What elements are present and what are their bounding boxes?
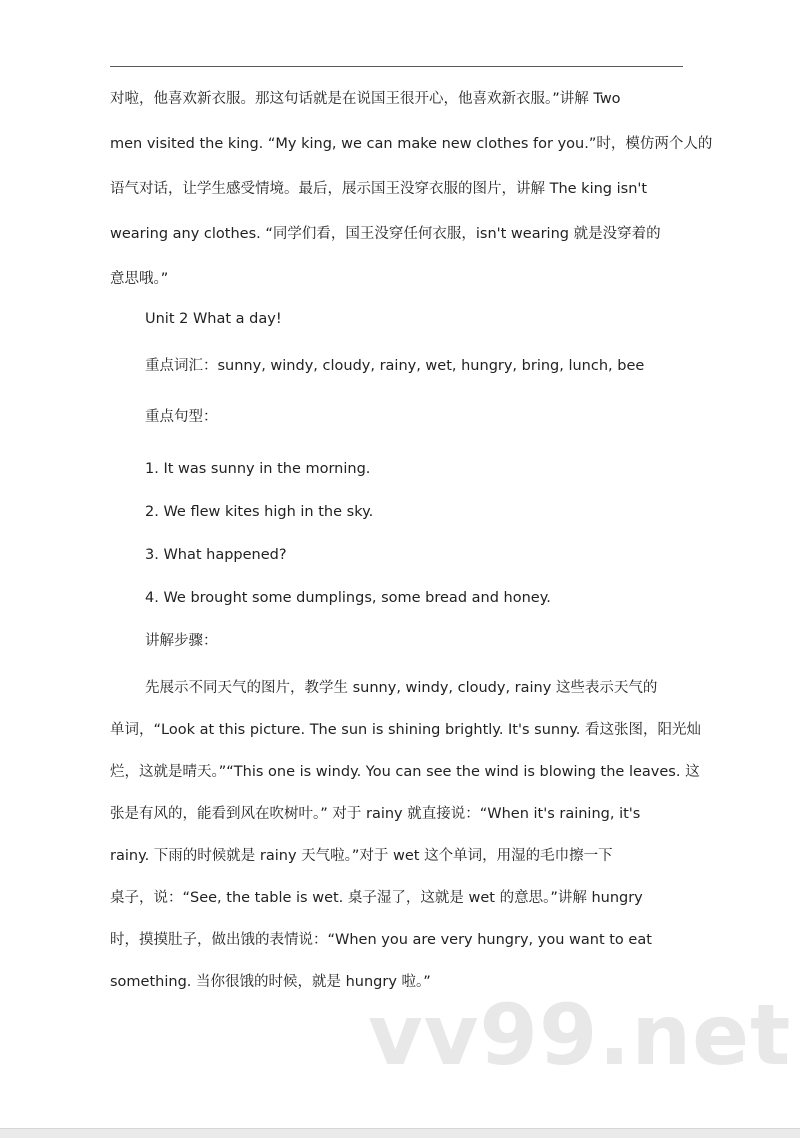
paragraph-story-explanation [110,77,713,301]
text-line: men visited the king. “My king, we can make new clothes for you.”时，模仿两个人的 [110,136,713,152]
header-rule [110,66,683,67]
steps-label: 讲解步骤： [145,633,218,649]
text-line: wearing any clothes. “同学们看，国王没穿任何衣服，isn't wearing 就是没穿着的 [110,226,661,242]
pattern-item: 2. We flew kites high in the sky. [145,504,374,520]
key-vocabulary: 重点词汇：sunny, windy, cloudy, rainy, wet, hungry, bring, lunch, bee [145,358,645,374]
text-line: 意思哦。” [110,271,169,287]
text-line: rainy. 下雨的时候就是 rainy 天气啦。”对于 wet 这个单词，用湿的毛巾擦一下 [110,848,613,864]
paragraph-weather-explanation [110,667,702,1003]
key-patterns-label: 重点句型： [145,409,218,425]
text-line: 桌子，说：“See, the table is wet. 桌子湿了，这就是 wet 的意思。”讲解 hungry [110,890,643,906]
pattern-item: 4. We brought some dumplings, some bread and honey. [145,590,551,606]
pattern-item: 3. What happened? [145,547,287,563]
pattern-item: 1. It was sunny in the morning. [145,461,371,477]
text-line: 语气对话，让学生感受情境。最后，展示国王没穿衣服的图片，讲解 The king isn't [110,181,648,197]
text-line: 张是有风的，能看到风在吹树叶。” 对于 rainy 就直接说：“When it's raining, it's [110,806,641,822]
text-line: 先展示不同天气的图片，教学生 sunny, windy, cloudy, rainy 这些表示天气的 [145,680,658,696]
unit-title: Unit 2 What a day! [145,311,282,327]
text-line: 时，摸摸肚子，做出饿的表情说：“When you are very hungry, you want to eat [110,932,652,948]
text-line: 烂，这就是晴天。”“This one is windy. You can see the wind is blowing the leaves. 这 [110,764,700,780]
text-line: something. 当你很饿的时候，就是 hungry 啦。” [110,974,431,990]
text-line: 对啦，他喜欢新衣服。那这句话就是在说国王很开心，他喜欢新衣服。”讲解 Two [110,91,621,107]
watermark: vv99.net [368,986,792,1084]
text-line: 单词，“Look at this picture. The sun is shining brightly. It's sunny. 看这张图，阳光灿 [110,722,702,738]
